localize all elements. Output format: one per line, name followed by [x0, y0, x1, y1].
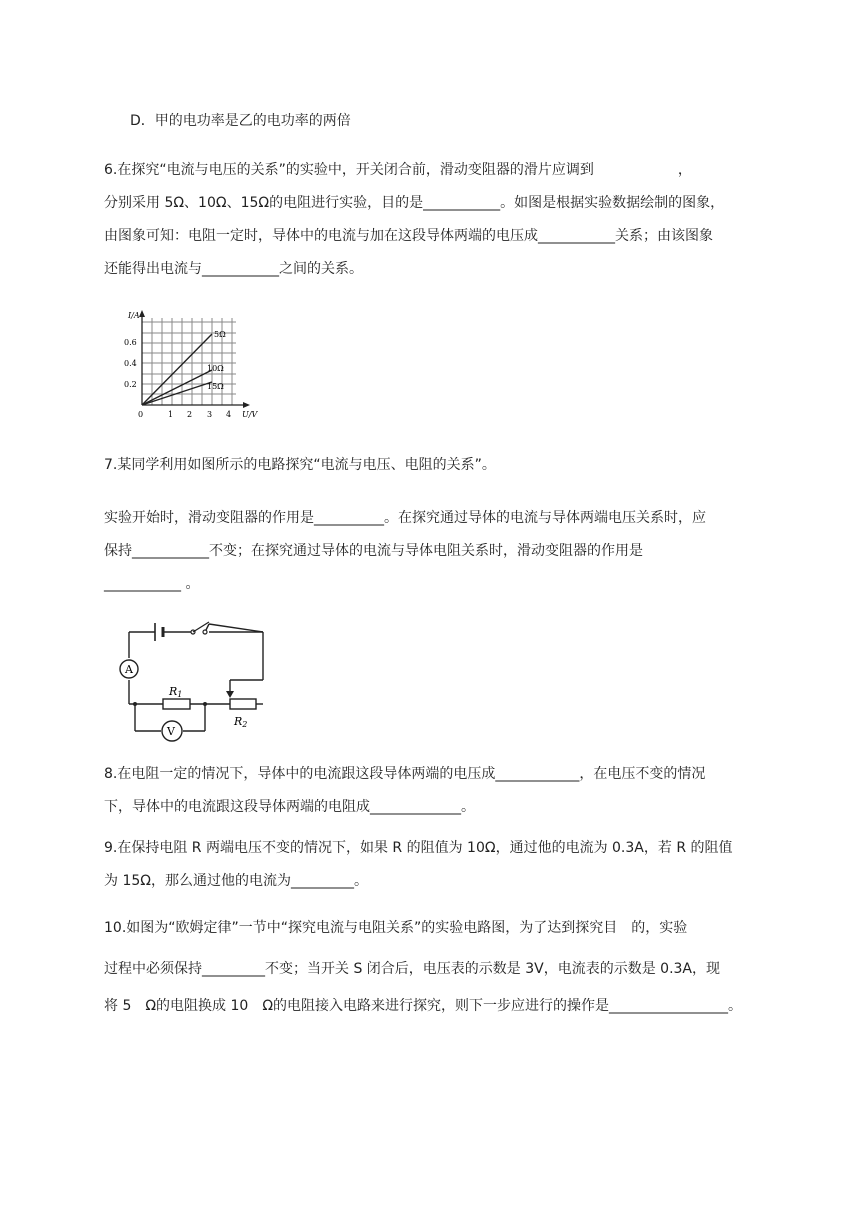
- y-tick-label: 0.2: [124, 380, 137, 389]
- q6-line-4: 还能得出电流与___________之间的关系。: [104, 261, 363, 277]
- q6-line-3: 由图象可知：电阻一定时，导体中的电流与加在这段导体两端的电压成___________关系；由该图象: [104, 228, 713, 244]
- q10-line-1: 10.如图为“欧姆定律”一节中“探究电流与电阻关系”的实验电路图，为了达到探究目 的，实验: [104, 920, 688, 936]
- circuit-wires: [129, 624, 263, 731]
- r1-label: R1: [169, 685, 183, 699]
- q7-line-1: 7.某同学利用如图所示的电路探究“电流与电压、电阻的关系”。: [104, 457, 496, 473]
- x-tick-label: 4: [226, 410, 232, 419]
- x-tick-label: 2: [187, 410, 193, 419]
- ammeter: [120, 660, 138, 678]
- q9-line-2: 为 15Ω，那么通过他的电流为_________。: [104, 873, 368, 889]
- y-axis-label: I/A: [128, 311, 140, 320]
- q6-line-2: 分别采用 5Ω、10Ω、15Ω的电阻进行实验，目的是___________。如图是根据实验数据绘制的图象，: [104, 195, 725, 211]
- q7-line-4: ___________ 。: [104, 576, 200, 592]
- ammeter-label: A: [125, 663, 133, 676]
- resistor-r1: [163, 699, 190, 709]
- q8-line-1: 8.在电阻一定的情况下，导体中的电流跟这段导体两端的电压成____________，在电压不变的情况: [104, 766, 706, 782]
- option-d: D．甲的电功率是乙的电功率的两倍: [130, 113, 351, 129]
- y-tick-label: 0.6: [124, 338, 137, 347]
- q9-line-1: 9.在保持电阻 R 两端电压不变的情况下，如果 R 的阻值为 10Ω，通过他的电流为 0.3A，若 R 的阻值: [104, 840, 733, 856]
- origin-label: 0: [138, 410, 144, 419]
- y-axis-arrow: [139, 310, 145, 317]
- resistor-r2: [230, 699, 256, 709]
- series-label-15ohm: 15Ω: [207, 382, 224, 391]
- q7-line-2: 实验开始时，滑动变阻器的作用是__________。在探究通过导体的电流与导体两端电压关系时，应: [104, 510, 706, 526]
- series-label-10ohm: 10Ω: [207, 364, 224, 373]
- x-axis-arrow: [243, 402, 250, 408]
- r2-label: R2: [234, 715, 248, 729]
- voltmeter: [162, 721, 182, 741]
- battery-symbol: [155, 623, 163, 641]
- x-tick-label: 1: [168, 410, 174, 419]
- slider-arrow: [226, 691, 234, 698]
- iu-graph: [118, 308, 268, 423]
- junction-dot: [203, 702, 207, 706]
- y-tick-label: 0.4: [124, 359, 137, 368]
- voltmeter-label: V: [167, 725, 175, 738]
- circuit-diagram: [113, 618, 275, 746]
- q6-line-1: 6.在探究“电流与电压的关系”的实验中，开关闭合前，滑动变阻器的滑片应调到 ，: [104, 162, 692, 178]
- x-axis-label: U/V: [242, 410, 258, 419]
- q8-line-2: 下，导体中的电流跟这段导体两端的电阻成_____________。: [104, 799, 475, 815]
- q10-line-2: 过程中必须保持_________不变；当开关 S 闭合后，电压表的示数是 3V，电流表的示数是 0.3A，现: [104, 961, 721, 977]
- series-label-5ohm: 5Ω: [214, 330, 226, 339]
- q7-line-3: 保持___________不变；在探究通过导体的电流与导体电阻关系时，滑动变阻器的作用是: [104, 543, 643, 559]
- x-tick-label: 3: [207, 410, 213, 419]
- q10-line-3: 将 5 Ω的电阻换成 10 Ω的电阻接入电路来进行探究，则下一步应进行的操作是_________________。: [104, 998, 743, 1014]
- junction-dot: [133, 702, 137, 706]
